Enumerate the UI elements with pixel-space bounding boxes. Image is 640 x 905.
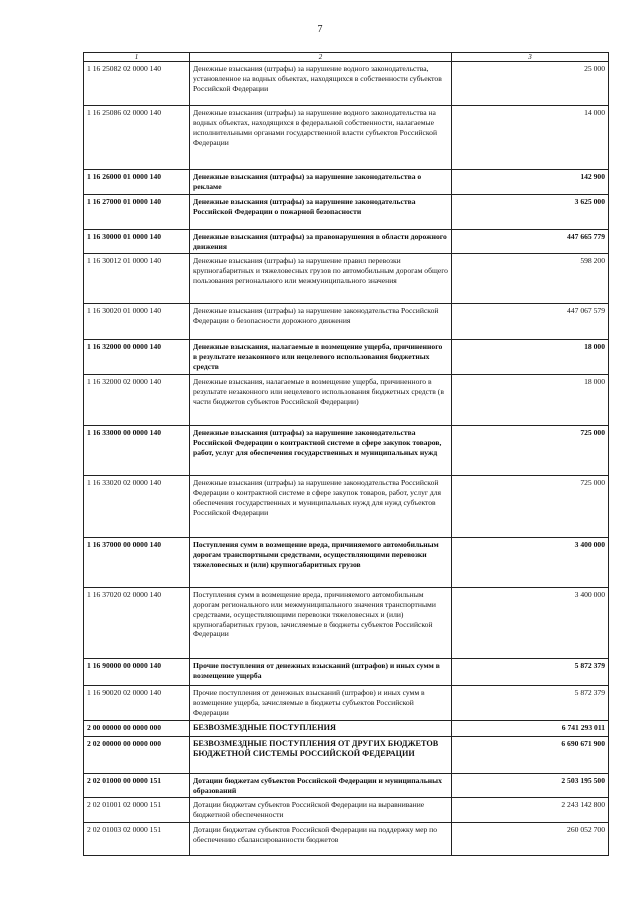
cell-amount: 598 200 <box>452 254 609 304</box>
cell-description: Денежные взыскания, налагаемые в возмещение ущерба, причиненного в результате незаконного или нецелевого использования бюджетных средств <box>190 340 452 375</box>
table-row <box>84 538 609 588</box>
cell-code: 1 16 26000 01 0000 140 <box>84 170 190 195</box>
page-number: 7 <box>317 24 323 35</box>
table-row <box>84 736 609 773</box>
cell-code: 1 16 33000 00 0000 140 <box>84 426 190 476</box>
table-row <box>84 62 609 106</box>
cell-amount: 18 000 <box>452 375 609 426</box>
cell-code: 2 02 01001 02 0000 151 <box>84 798 190 823</box>
cell-code: 1 16 90000 00 0000 140 <box>84 659 190 686</box>
cell-code: 1 16 30020 01 0000 140 <box>84 304 190 340</box>
cell-code: 1 16 27000 01 0000 140 <box>84 194 190 229</box>
table-row <box>84 340 609 375</box>
cell-description: Денежные взыскания (штрафы) за правонарушения в области дорожного движения <box>190 229 452 254</box>
cell-code: 2 02 01000 00 0000 151 <box>84 773 190 798</box>
cell-description: Дотации бюджетам субъектов Российской Федерации на выравнивание бюджетной обеспеченности <box>190 798 452 823</box>
column-header-amount: 3 <box>452 53 609 62</box>
cell-description: Поступления сумм в возмещение вреда, причиняемого автомобильным дорогам регионального или межмуниципального значения транспортными средствами, осуществляющими перевозки тяжеловесных и (или) крупногабаритных грузов, зачисляемые в бюджеты субъектов Российской Федерации <box>190 588 452 659</box>
cell-code: 1 16 37020 02 0000 140 <box>84 588 190 659</box>
cell-amount: 3 400 000 <box>452 538 609 588</box>
cell-description: БЕЗВОЗМЕЗДНЫЕ ПОСТУПЛЕНИЯ ОТ ДРУГИХ БЮДЖЕТОВ БЮДЖЕТНОЙ СИСТЕМЫ РОССИЙСКОЙ ФЕДЕРАЦИИ <box>190 736 452 773</box>
cell-description: Денежные взыскания (штрафы) за нарушение законодательства Российской Федерации о контрактной системе в сфере закупок товаров, работ, услуг для обеспечения государственных и муниципальных нужд для нужд субъектов Российской Федерации <box>190 476 452 538</box>
cell-amount: 2 243 142 800 <box>452 798 609 823</box>
cell-code: 2 02 00000 00 0000 000 <box>84 736 190 773</box>
cell-description: Прочие поступления от денежных взысканий (штрафов) и иных сумм в возмещение ущерба, зачисляемые в бюджеты субъектов Российской Федерации <box>190 686 452 721</box>
column-header-description: 2 <box>190 53 452 62</box>
budget-revenue-table <box>83 52 609 856</box>
table-row <box>84 229 609 254</box>
table-row <box>84 588 609 659</box>
cell-amount: 447 067 579 <box>452 304 609 340</box>
cell-code: 1 16 30000 01 0000 140 <box>84 229 190 254</box>
cell-amount: 2 503 195 500 <box>452 773 609 798</box>
cell-description: БЕЗВОЗМЕЗДНЫЕ ПОСТУПЛЕНИЯ <box>190 721 452 737</box>
cell-amount: 447 665 779 <box>452 229 609 254</box>
table-row <box>84 304 609 340</box>
cell-code: 1 16 90020 02 0000 140 <box>84 686 190 721</box>
cell-description: Поступления сумм в возмещение вреда, причиняемого автомобильным дорогам транспортными средствами, осуществляющими перевозки тяжеловесных и (или) крупногабаритных грузов <box>190 538 452 588</box>
cell-code: 1 16 25082 02 0000 140 <box>84 62 190 106</box>
table-row <box>84 476 609 538</box>
cell-description: Денежные взыскания (штрафы) за нарушение законодательства Российской Федерации о пожарной безопасности <box>190 194 452 229</box>
table-row <box>84 659 609 686</box>
cell-amount: 6 690 671 900 <box>452 736 609 773</box>
cell-code: 1 16 32000 02 0000 140 <box>84 375 190 426</box>
table-row <box>84 773 609 798</box>
cell-amount: 725 000 <box>452 476 609 538</box>
cell-code: 1 16 33020 02 0000 140 <box>84 476 190 538</box>
table-row <box>84 106 609 170</box>
table-row <box>84 170 609 195</box>
table-row <box>84 426 609 476</box>
table-row <box>84 194 609 229</box>
cell-description: Денежные взыскания (штрафы) за нарушение правил перевозки крупногабаритных и тяжеловесных грузов по автомобильным дорогам общего пользования регионального или межмуниципального значения <box>190 254 452 304</box>
cell-description: Денежные взыскания (штрафы) за нарушение законодательства Российской Федерации о контрактной системе в сфере закупок товаров, работ, услуг для обеспечения государственных и муниципальных нужд <box>190 426 452 476</box>
cell-code: 2 00 00000 00 0000 000 <box>84 721 190 737</box>
cell-code: 2 02 01003 02 0000 151 <box>84 823 190 856</box>
cell-amount: 3 625 000 <box>452 194 609 229</box>
cell-description: Денежные взыскания (штрафы) за нарушение водного законодательства на водных объектах, находящихся в федеральной собственности, налагаемые исполнительными органами государственной власти субъектов Российской Федерации <box>190 106 452 170</box>
cell-description: Прочие поступления от денежных взысканий (штрафов) и иных сумм в возмещение ущерба <box>190 659 452 686</box>
cell-amount: 142 900 <box>452 170 609 195</box>
cell-description: Дотации бюджетам субъектов Российской Федерации на поддержку мер по обеспечению сбалансированности бюджетов <box>190 823 452 856</box>
cell-amount: 25 000 <box>452 62 609 106</box>
cell-amount: 5 872 379 <box>452 686 609 721</box>
cell-amount: 18 000 <box>452 340 609 375</box>
cell-code: 1 16 30012 01 0000 140 <box>84 254 190 304</box>
cell-amount: 3 400 000 <box>452 588 609 659</box>
table-header-row <box>84 53 609 62</box>
table-row <box>84 823 609 856</box>
cell-description: Дотации бюджетам субъектов Российской Федерации и муниципальных образований <box>190 773 452 798</box>
cell-amount: 6 741 293 011 <box>452 721 609 737</box>
table-row <box>84 375 609 426</box>
cell-amount: 725 000 <box>452 426 609 476</box>
cell-code: 1 16 25086 02 0000 140 <box>84 106 190 170</box>
column-header-code: 1 <box>84 53 190 62</box>
cell-description: Денежные взыскания (штрафы) за нарушение законодательства о рекламе <box>190 170 452 195</box>
cell-code: 1 16 37000 00 0000 140 <box>84 538 190 588</box>
table-row <box>84 721 609 737</box>
cell-description: Денежные взыскания (штрафы) за нарушение законодательства Российской Федерации о безопасности дорожного движения <box>190 304 452 340</box>
cell-amount: 14 000 <box>452 106 609 170</box>
cell-amount: 5 872 379 <box>452 659 609 686</box>
cell-amount: 260 052 700 <box>452 823 609 856</box>
cell-code: 1 16 32000 00 0000 140 <box>84 340 190 375</box>
table-row <box>84 798 609 823</box>
table-row <box>84 686 609 721</box>
cell-description: Денежные взыскания (штрафы) за нарушение водного законодательства, установленное на водных объектах, находящихся в собственности субъектов Российской Федерации <box>190 62 452 106</box>
table-row <box>84 254 609 304</box>
cell-description: Денежные взыскания, налагаемые в возмещение ущерба, причиненного в результате незаконного или нецелевого использования бюджетных средств (в части бюджетов субъектов Российской Федерации) <box>190 375 452 426</box>
